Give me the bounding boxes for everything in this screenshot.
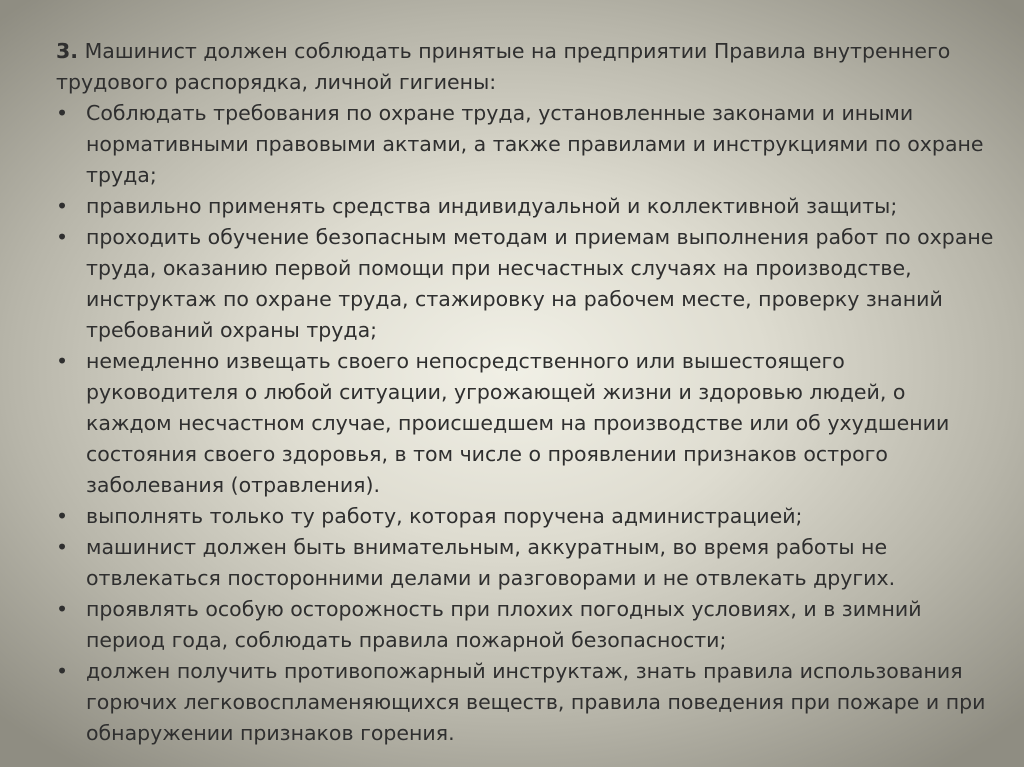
bullet-icon: • (56, 535, 69, 559)
bullet-icon: • (56, 194, 69, 218)
bullet-icon: • (56, 504, 69, 528)
list-item (56, 98, 996, 191)
list-item-text: проходить обучение безопасным методам и приемам выполнения работ по охране труда, оказанию первой помощи при несчастных случаях на производстве, инструктаж по охране труда, стажировку на рабочем месте, проверку знаний требований охраны труда; (86, 225, 994, 342)
bullet-icon: • (56, 659, 69, 683)
bullet-icon: • (56, 101, 69, 125)
list-item (56, 594, 996, 656)
list-item (56, 222, 996, 346)
list-item-text: немедленно извещать своего непосредственного или вышестоящего руководителя о любой ситуации, угрожающей жизни и здоровью людей, о каждом несчастном случае, происшедшем на производстве или об ухудшении состояния своего здоровья, в том числе о проявлении признаков острого заболевания (отравления). (86, 349, 950, 497)
list-item-text: выполнять только ту работу, которая поручена администрацией; (86, 504, 803, 528)
requirements-list (56, 98, 996, 749)
list-item-text: должен получить противопожарный инструктаж, знать правила использования горючих легковоспламеняющихся веществ, правила поведения при пожаре и при обнаружении признаков горения. (86, 659, 986, 745)
list-item-text: машинист должен быть внимательным, аккуратным, во время работы не отвлекаться посторонними делами и разговорами и не отвлекать других. (86, 535, 896, 590)
bullet-icon: • (56, 225, 69, 249)
list-item (56, 656, 996, 749)
intro-number: 3. (56, 39, 79, 63)
list-item (56, 501, 996, 532)
list-item (56, 346, 996, 501)
list-item (56, 532, 996, 594)
bullet-icon: • (56, 349, 69, 373)
list-item-text: Соблюдать требования по охране труда, установленные законами и иными нормативными правовыми актами, а также правилами и инструкциями по охране труда; (86, 101, 984, 187)
intro-text: Машинист должен соблюдать принятые на предприятии Правила внутреннего трудового распорядка, личной гигиены: (56, 39, 951, 94)
list-item-text: правильно применять средства индивидуальной и коллективной защиты; (86, 194, 898, 218)
bullet-icon: • (56, 597, 69, 621)
intro-paragraph (56, 36, 996, 98)
slide-text-body (56, 36, 996, 749)
list-item-text: проявлять особую осторожность при плохих погодных условиях, и в зимний период года, соблюдать правила пожарной безопасности; (86, 597, 922, 652)
list-item (56, 191, 996, 222)
